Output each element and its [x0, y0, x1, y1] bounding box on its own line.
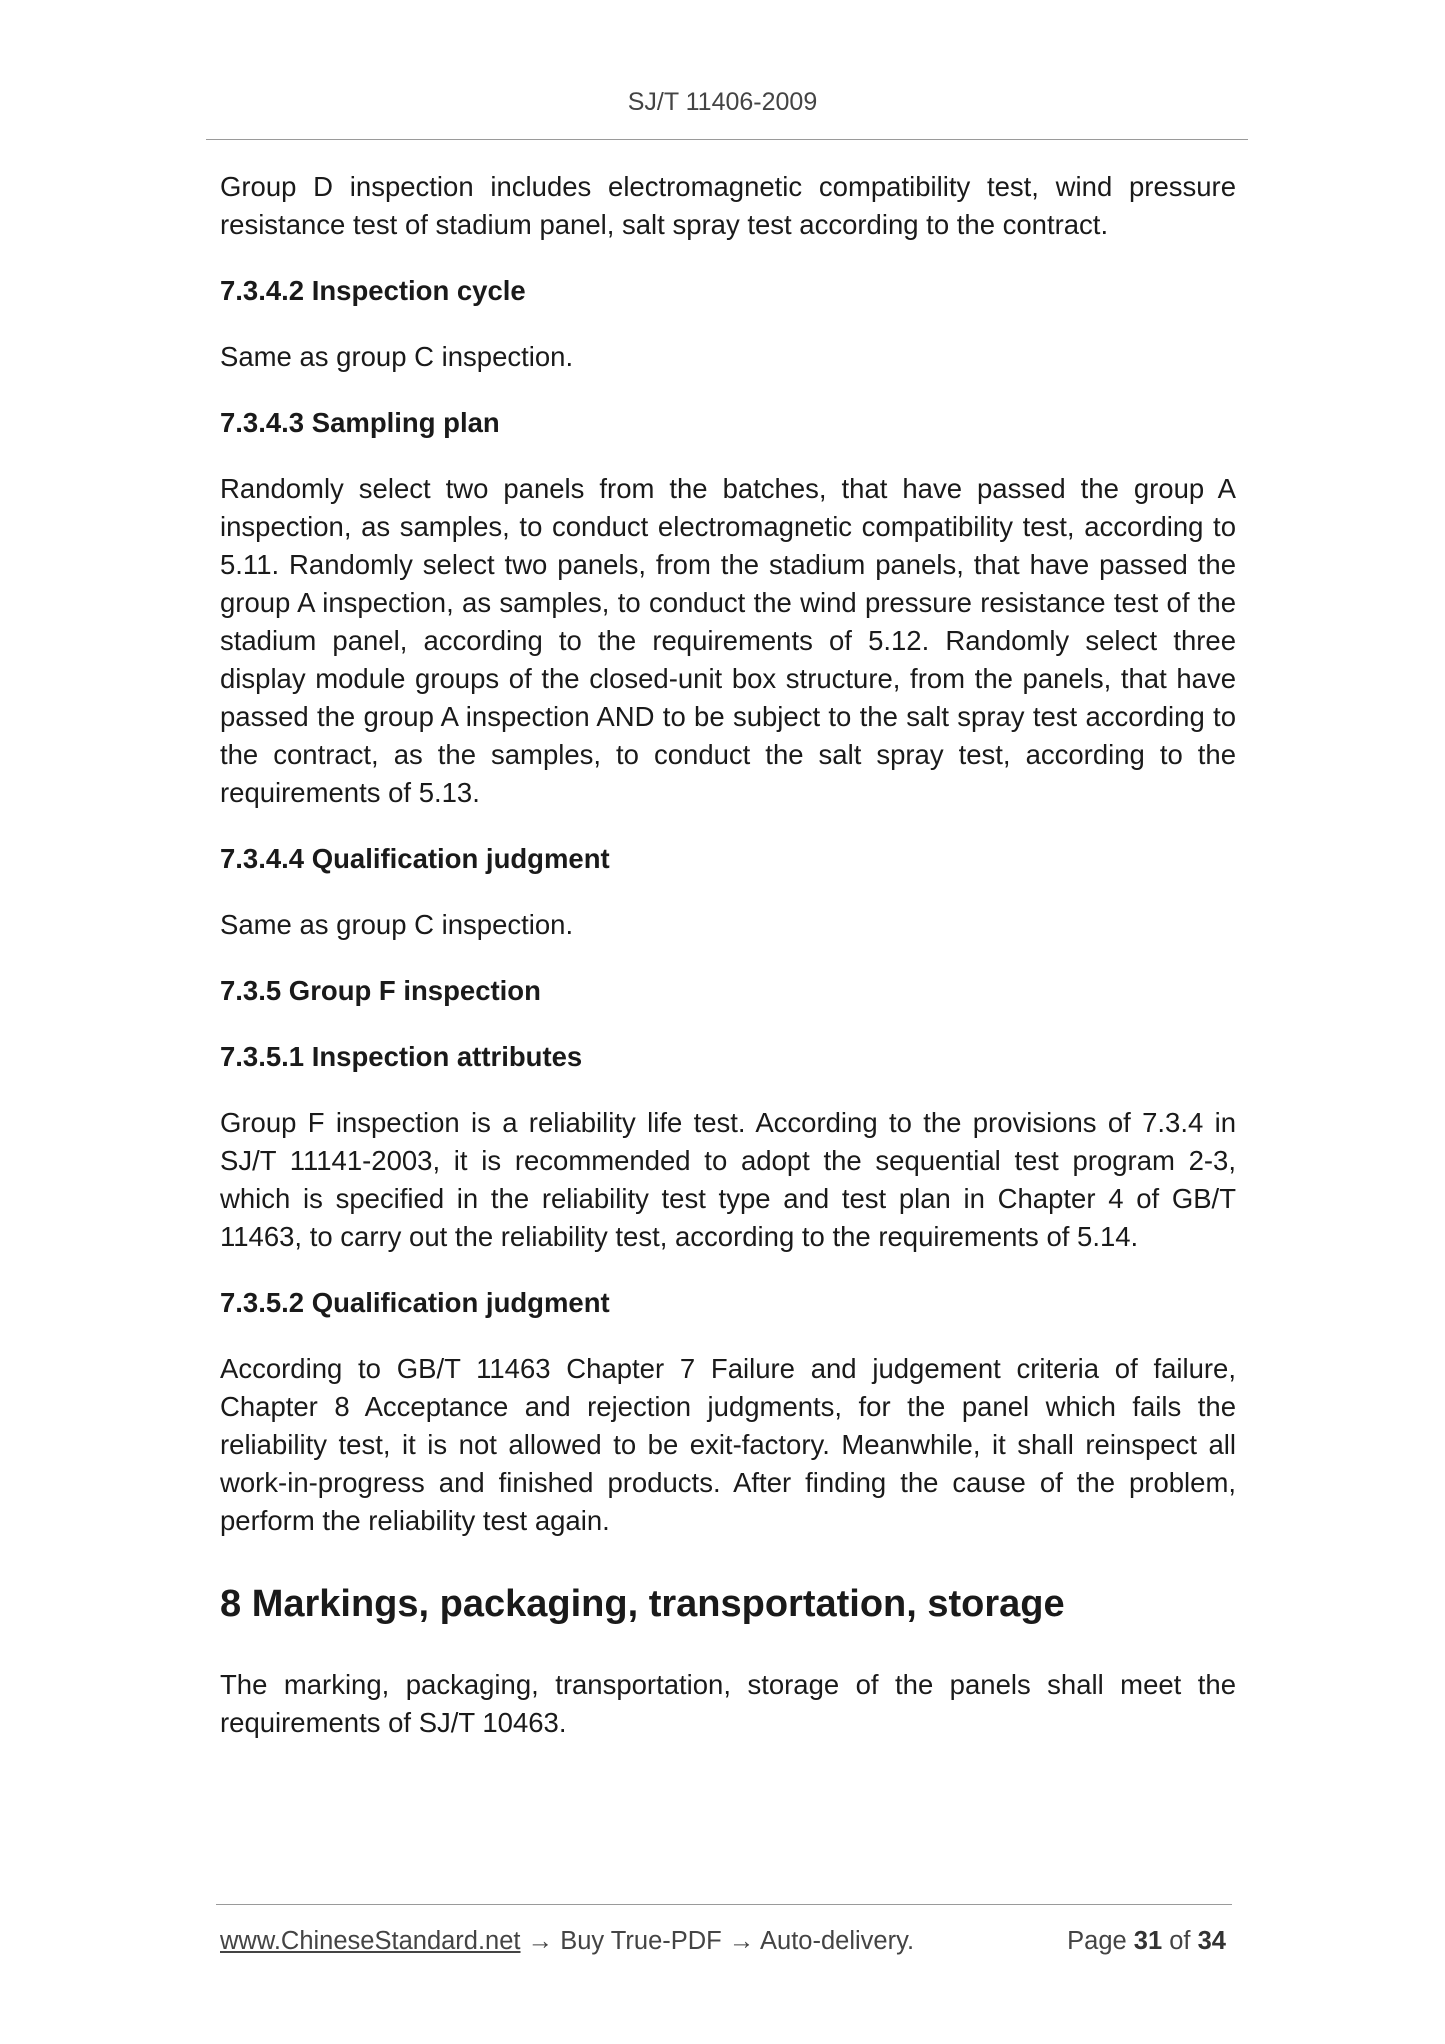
heading-7-3-4-4: 7.3.4.4 Qualification judgment: [220, 843, 610, 874]
of-label: of: [1169, 1927, 1191, 1955]
paragraph-markings: The marking, packaging, transportation, storage of the panels shall meet the requirements of SJ/T 10463.: [220, 1669, 1236, 1738]
arrow-right-icon: →: [728, 1927, 755, 1955]
document-code-header: SJ/T 11406-2009: [627, 88, 818, 116]
current-page: 31: [1133, 1927, 1163, 1955]
paragraph-group-d-scope: Group D inspection includes electromagnetic compatibility test, wind pressure resistance test of stadium panel, salt spray test according to the contract.: [220, 171, 1236, 240]
paragraph-inspection-attributes: Group F inspection is a reliability life test. According to the provisions of 7.3.4 in SJ/T 11141-2003, it is recommended to adopt the sequential test program 2-3, which is specified in the reliability test type and test plan in Chapter 4 of GB/T 11463, to carry out the reliability test, according to the requirements of 5.14.: [220, 1107, 1236, 1252]
paragraph-qualification-judgment-d: Same as group C inspection.: [220, 909, 574, 940]
total-pages: 34: [1197, 1927, 1226, 1955]
auto-delivery-text: Auto-delivery.: [760, 1927, 915, 1955]
page-content: [220, 168, 1236, 1770]
footer-promo: [220, 1924, 914, 1958]
arrow-right-icon: →: [527, 1927, 554, 1955]
buy-pdf-text: Buy True-PDF: [560, 1927, 722, 1955]
paragraph-qualification-judgment-f: According to GB/T 11463 Chapter 7 Failure and judgement criteria of failure, Chapter 8 Acceptance and rejection judgments, for the panel which fails the reliability test, it is not allowed to be exit-factory. Meanwhile, it shall reinspect all work-in-progress and finished products. After finding the cause of the problem, perform the reliability test again.: [220, 1353, 1236, 1536]
heading-7-3-4-3: 7.3.4.3 Sampling plan: [220, 407, 500, 438]
heading-7-3-5-2: 7.3.5.2 Qualification judgment: [220, 1287, 610, 1318]
heading-7-3-5: 7.3.5 Group F inspection: [220, 975, 541, 1006]
paragraph-inspection-cycle: Same as group C inspection.: [220, 341, 574, 372]
footer-divider: [216, 1904, 1232, 1905]
heading-7-3-5-1: 7.3.5.1 Inspection attributes: [220, 1041, 583, 1072]
page-number: [1067, 1924, 1226, 1958]
paragraph-sampling-plan: Randomly select two panels from the batches, that have passed the group A inspection, as samples, to conduct electromagnetic compatibility test, according to 5.11. Randomly select two panels, from the stadium panels, that have passed the group A inspection, as samples, to conduct the wind pressure resistance test of the stadium panel, according to the requirements of 5.12. Randomly select three display module groups of the closed-unit box structure, from the panels, that have passed the group A inspection AND to be subject to the salt spray test according to the contract, as the samples, to conduct the salt spray test, according to the requirements of 5.13.: [220, 473, 1236, 808]
heading-7-3-4-2: 7.3.4.2 Inspection cycle: [220, 275, 526, 306]
site-link[interactable]: www.ChineseStandard.net: [220, 1927, 521, 1955]
header-divider: [206, 139, 1248, 140]
heading-section-8: 8 Markings, packaging, transportation, storage: [220, 1583, 1065, 1625]
page-label: Page: [1067, 1927, 1127, 1955]
